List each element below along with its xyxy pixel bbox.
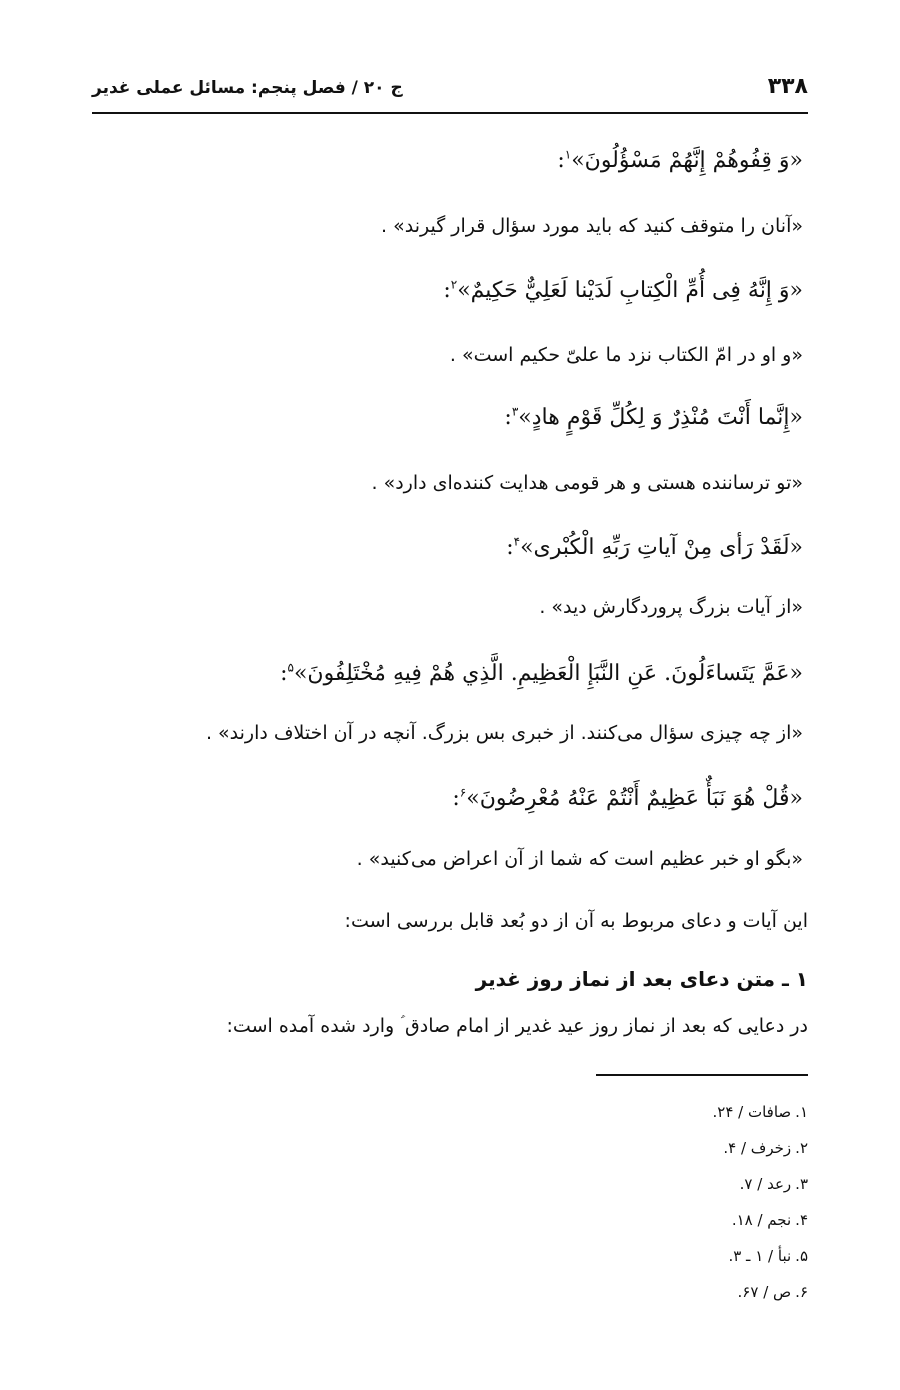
footnote-text: رعد / ۷. bbox=[739, 1175, 792, 1193]
footnote-text: نبأ / ۱ ـ ۳. bbox=[728, 1247, 792, 1265]
quran-verse-6 bbox=[80, 785, 803, 811]
verse-end: : bbox=[557, 148, 565, 173]
footnote-item bbox=[408, 1130, 808, 1166]
footnote-marker: ۱ bbox=[564, 147, 572, 162]
body-paragraph: در دعایی که بعد از نماز روز عید غدیر از امام صادق ؑ وارد شده آمده است: bbox=[226, 1015, 808, 1037]
verse-text: «وَ قِفُوهُمْ إِنَّهُمْ مَسْؤُلُونَ» bbox=[571, 148, 803, 173]
quran-verse-2 bbox=[80, 277, 803, 303]
footnote-number: ۲. bbox=[795, 1139, 808, 1157]
page-number: ۳۳۸ bbox=[767, 74, 808, 99]
translation-1: «آنان را متوقف کنید که باید مورد سؤال قرار گیرند» . bbox=[381, 215, 803, 237]
footnote-number: ۱. bbox=[795, 1103, 808, 1121]
footnote-marker: ۳ bbox=[511, 404, 519, 419]
verse-end: : bbox=[443, 278, 451, 303]
footnote-marker: ۴ bbox=[513, 534, 521, 549]
verse-text: «وَ إِنَّهُ فِی أُمِّ الْكِتابِ لَدَيْنا لَعَلِيٌّ حَكِيمٌ» bbox=[457, 278, 803, 303]
footnote-text: صافات / ۲۴. bbox=[712, 1103, 792, 1121]
footnote-item bbox=[408, 1166, 808, 1202]
verse-text: «عَمَّ يَتَساءَلُونَ. عَنِ النَّبَإِ الْعَظِيمِ. الَّذِي هُمْ فِيهِ مُخْتَلِفُونَ» bbox=[293, 661, 803, 686]
footnote-item bbox=[408, 1202, 808, 1238]
quran-verse-3 bbox=[80, 404, 803, 430]
footnote-text: نجم / ۱۸. bbox=[731, 1211, 792, 1229]
translation-2: «و او در امّ الکتاب نزد ما علیّ حکیم است» . bbox=[449, 344, 803, 366]
verse-end: : bbox=[504, 405, 512, 430]
running-title: ج ۲۰ / فصل پنجم: مسائل عملی غدیر bbox=[92, 78, 403, 98]
verse-end: : bbox=[506, 535, 514, 560]
translation-3: «تو ترساننده هستی و هر قومی هدایت کننده‌ای دارد» . bbox=[371, 472, 803, 494]
footnote-number: ۵. bbox=[795, 1247, 808, 1265]
footnote-number: ۴. bbox=[795, 1211, 808, 1229]
footnote-number: ۳. bbox=[795, 1175, 808, 1193]
footnote-marker: ۶ bbox=[459, 785, 467, 800]
footnotes bbox=[408, 1094, 808, 1310]
footnote-item bbox=[408, 1094, 808, 1130]
verse-end: : bbox=[280, 661, 288, 686]
footnote-text: ص / ۶۷. bbox=[737, 1283, 792, 1301]
quran-verse-1 bbox=[80, 147, 803, 173]
section-heading: ۱ ـ متن دعای بعد از نماز روز غدیر bbox=[475, 967, 808, 991]
verse-end: : bbox=[452, 786, 460, 811]
footnote-number: ۶. bbox=[795, 1283, 808, 1301]
footnote-text: زخرف / ۴. bbox=[723, 1139, 792, 1157]
footnote-marker: ۲ bbox=[450, 277, 458, 292]
footnote-marker: ۵ bbox=[287, 660, 294, 675]
page-header bbox=[92, 72, 808, 114]
footnote-item bbox=[408, 1238, 808, 1274]
footnote-item bbox=[408, 1274, 808, 1310]
quran-verse-4 bbox=[80, 534, 803, 560]
translation-6: «بگو او خبر عظیم است که شما از آن اعراض می‌کنید» . bbox=[356, 848, 803, 870]
verse-text: «إِنَّما أَنْتَ مُنْذِرٌ وَ لِكُلِّ قَوْمٍ هادٍ» bbox=[518, 405, 803, 430]
footnote-separator bbox=[596, 1074, 808, 1076]
translation-5: «از چه چیزی سؤال می‌کنند. از خبری بس بزرگ. آنچه در آن اختلاف دارند» . bbox=[205, 722, 803, 744]
translation-4: «از آیات بزرگ پروردگارش دید» . bbox=[539, 596, 803, 618]
body-paragraph: این آیات و دعای مربوط به آن از دو بُعد قابل بررسی است: bbox=[344, 910, 808, 932]
quran-verse-5 bbox=[80, 660, 803, 686]
verse-text: «لَقَدْ رَأى مِنْ آياتِ رَبِّهِ الْكُبْرى» bbox=[520, 535, 803, 560]
verse-text: «قُلْ هُوَ نَبَأٌ عَظِيمٌ أَنْتُمْ عَنْهُ مُعْرِضُونَ» bbox=[466, 786, 803, 811]
